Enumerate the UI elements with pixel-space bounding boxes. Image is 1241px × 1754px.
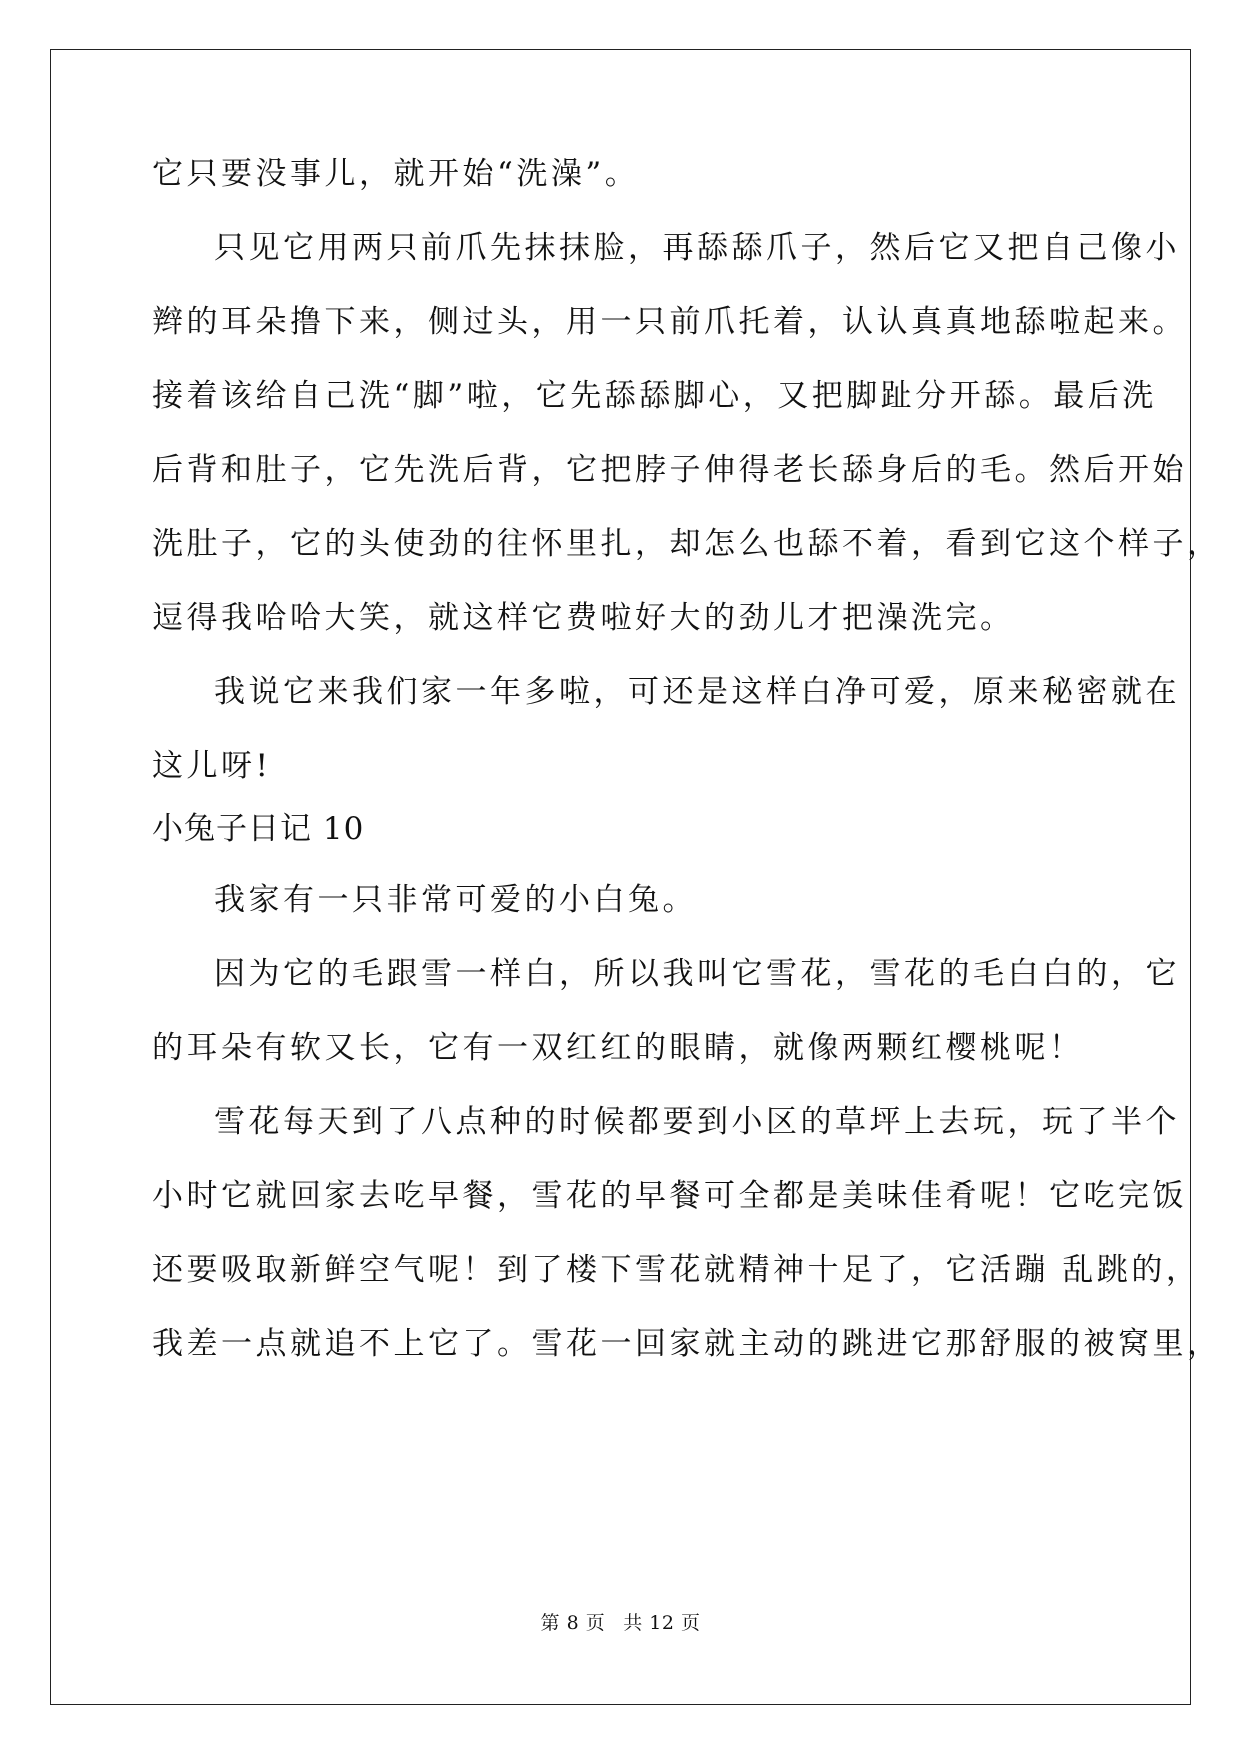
paragraph-line: 它只要没事儿，就开始“洗澡”。	[152, 156, 640, 192]
paragraph-line: 小时它就回家去吃早餐，雪花的早餐可全都是美味佳肴呢！它吃完饭	[152, 1178, 1187, 1214]
paragraph-line: 后背和肚子，它先洗后背，它把脖子伸得老长舔身后的毛。然后开始	[152, 452, 1187, 488]
section-heading: 小兔子日记 10	[152, 811, 365, 847]
paragraph-line: 逗得我哈哈大笑，就这样它费啦好大的劲儿才把澡洗完。	[152, 600, 1015, 636]
paragraph-line: 我说它来我们家一年多啦，可还是这样白净可爱，原来秘密就在	[214, 674, 1180, 710]
page-number: 第 8 页	[540, 1612, 606, 1634]
paragraph-line: 接着该给自己洗“脚”啦，它先舔舔脚心，又把脚趾分开舔。最后洗	[152, 378, 1157, 414]
paragraph-line: 雪花每天到了八点种的时候都要到小区的草坪上去玩，玩了半个	[214, 1104, 1180, 1140]
paragraph-line: 我差一点就追不上它了。雪花一回家就主动的跳进它那舒服的被窝里，	[152, 1326, 1222, 1362]
paragraph-line: 还要吸取新鲜空气呢！到了楼下雪花就精神十足了，它活蹦 乱跳的，	[152, 1252, 1201, 1288]
page-total: 共 12 页	[623, 1612, 701, 1634]
paragraph-line: 只见它用两只前爪先抹抹脸，再舔舔爪子，然后它又把自己像小	[214, 230, 1180, 266]
paragraph-line: 因为它的毛跟雪一样白，所以我叫它雪花，雪花的毛白白的，它	[214, 956, 1180, 992]
paragraph-line: 的耳朵有软又长，它有一双红红的眼睛，就像两颗红樱桃呢！	[152, 1030, 1084, 1066]
page-footer	[0, 1611, 1241, 1635]
paragraph-line: 洗肚子，它的头使劲的往怀里扎，却怎么也舔不着，看到它这个样子，	[152, 526, 1222, 562]
paragraph-line: 辫的耳朵撸下来，侧过头，用一只前爪托着，认认真真地舔啦起来。	[152, 304, 1187, 340]
paragraph-line: 我家有一只非常可爱的小白兔。	[214, 882, 697, 918]
paragraph-line: 这儿呀!	[152, 748, 272, 784]
page-border	[50, 49, 1222, 1705]
